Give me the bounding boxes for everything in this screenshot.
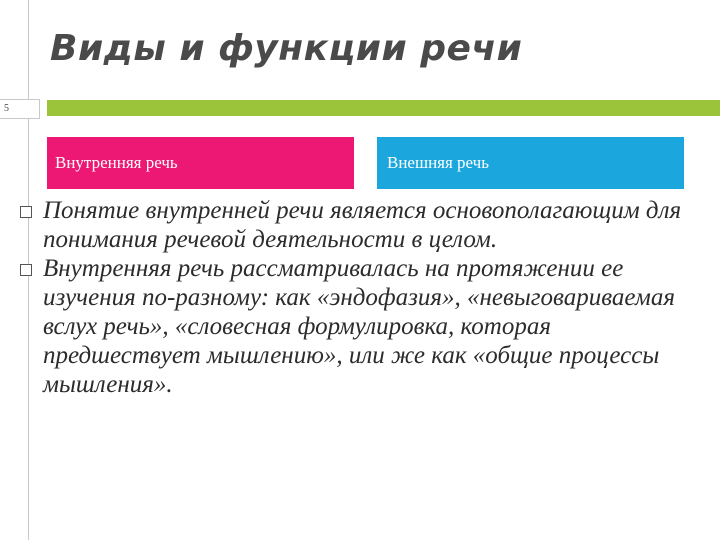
slide-number: 5 — [4, 103, 9, 114]
bullet-box-icon — [20, 264, 32, 276]
bullet-text: Понятие внутренней речи является основополагающим для понимания речевой деятельности в целом. — [43, 197, 682, 253]
bullet-list — [20, 196, 710, 399]
tag-inner-speech: Внутренняя речь — [47, 137, 354, 189]
bullet-item — [20, 254, 710, 399]
bullet-item — [20, 196, 710, 254]
title-divider-bar — [47, 100, 720, 116]
slide-title: Виды и функции речи — [50, 28, 523, 69]
tag-outer-speech: Внешняя речь — [377, 137, 684, 189]
bullet-box-icon — [20, 206, 32, 218]
bullet-text: Внутренняя речь рассматривалась на протяжении ее изучения по-разному: как «эндофазия», «невыговариваемая вслух речь», «словесная формулировка, которая предшествует мышлению», или же как «общие процессы мышления». — [43, 255, 675, 398]
